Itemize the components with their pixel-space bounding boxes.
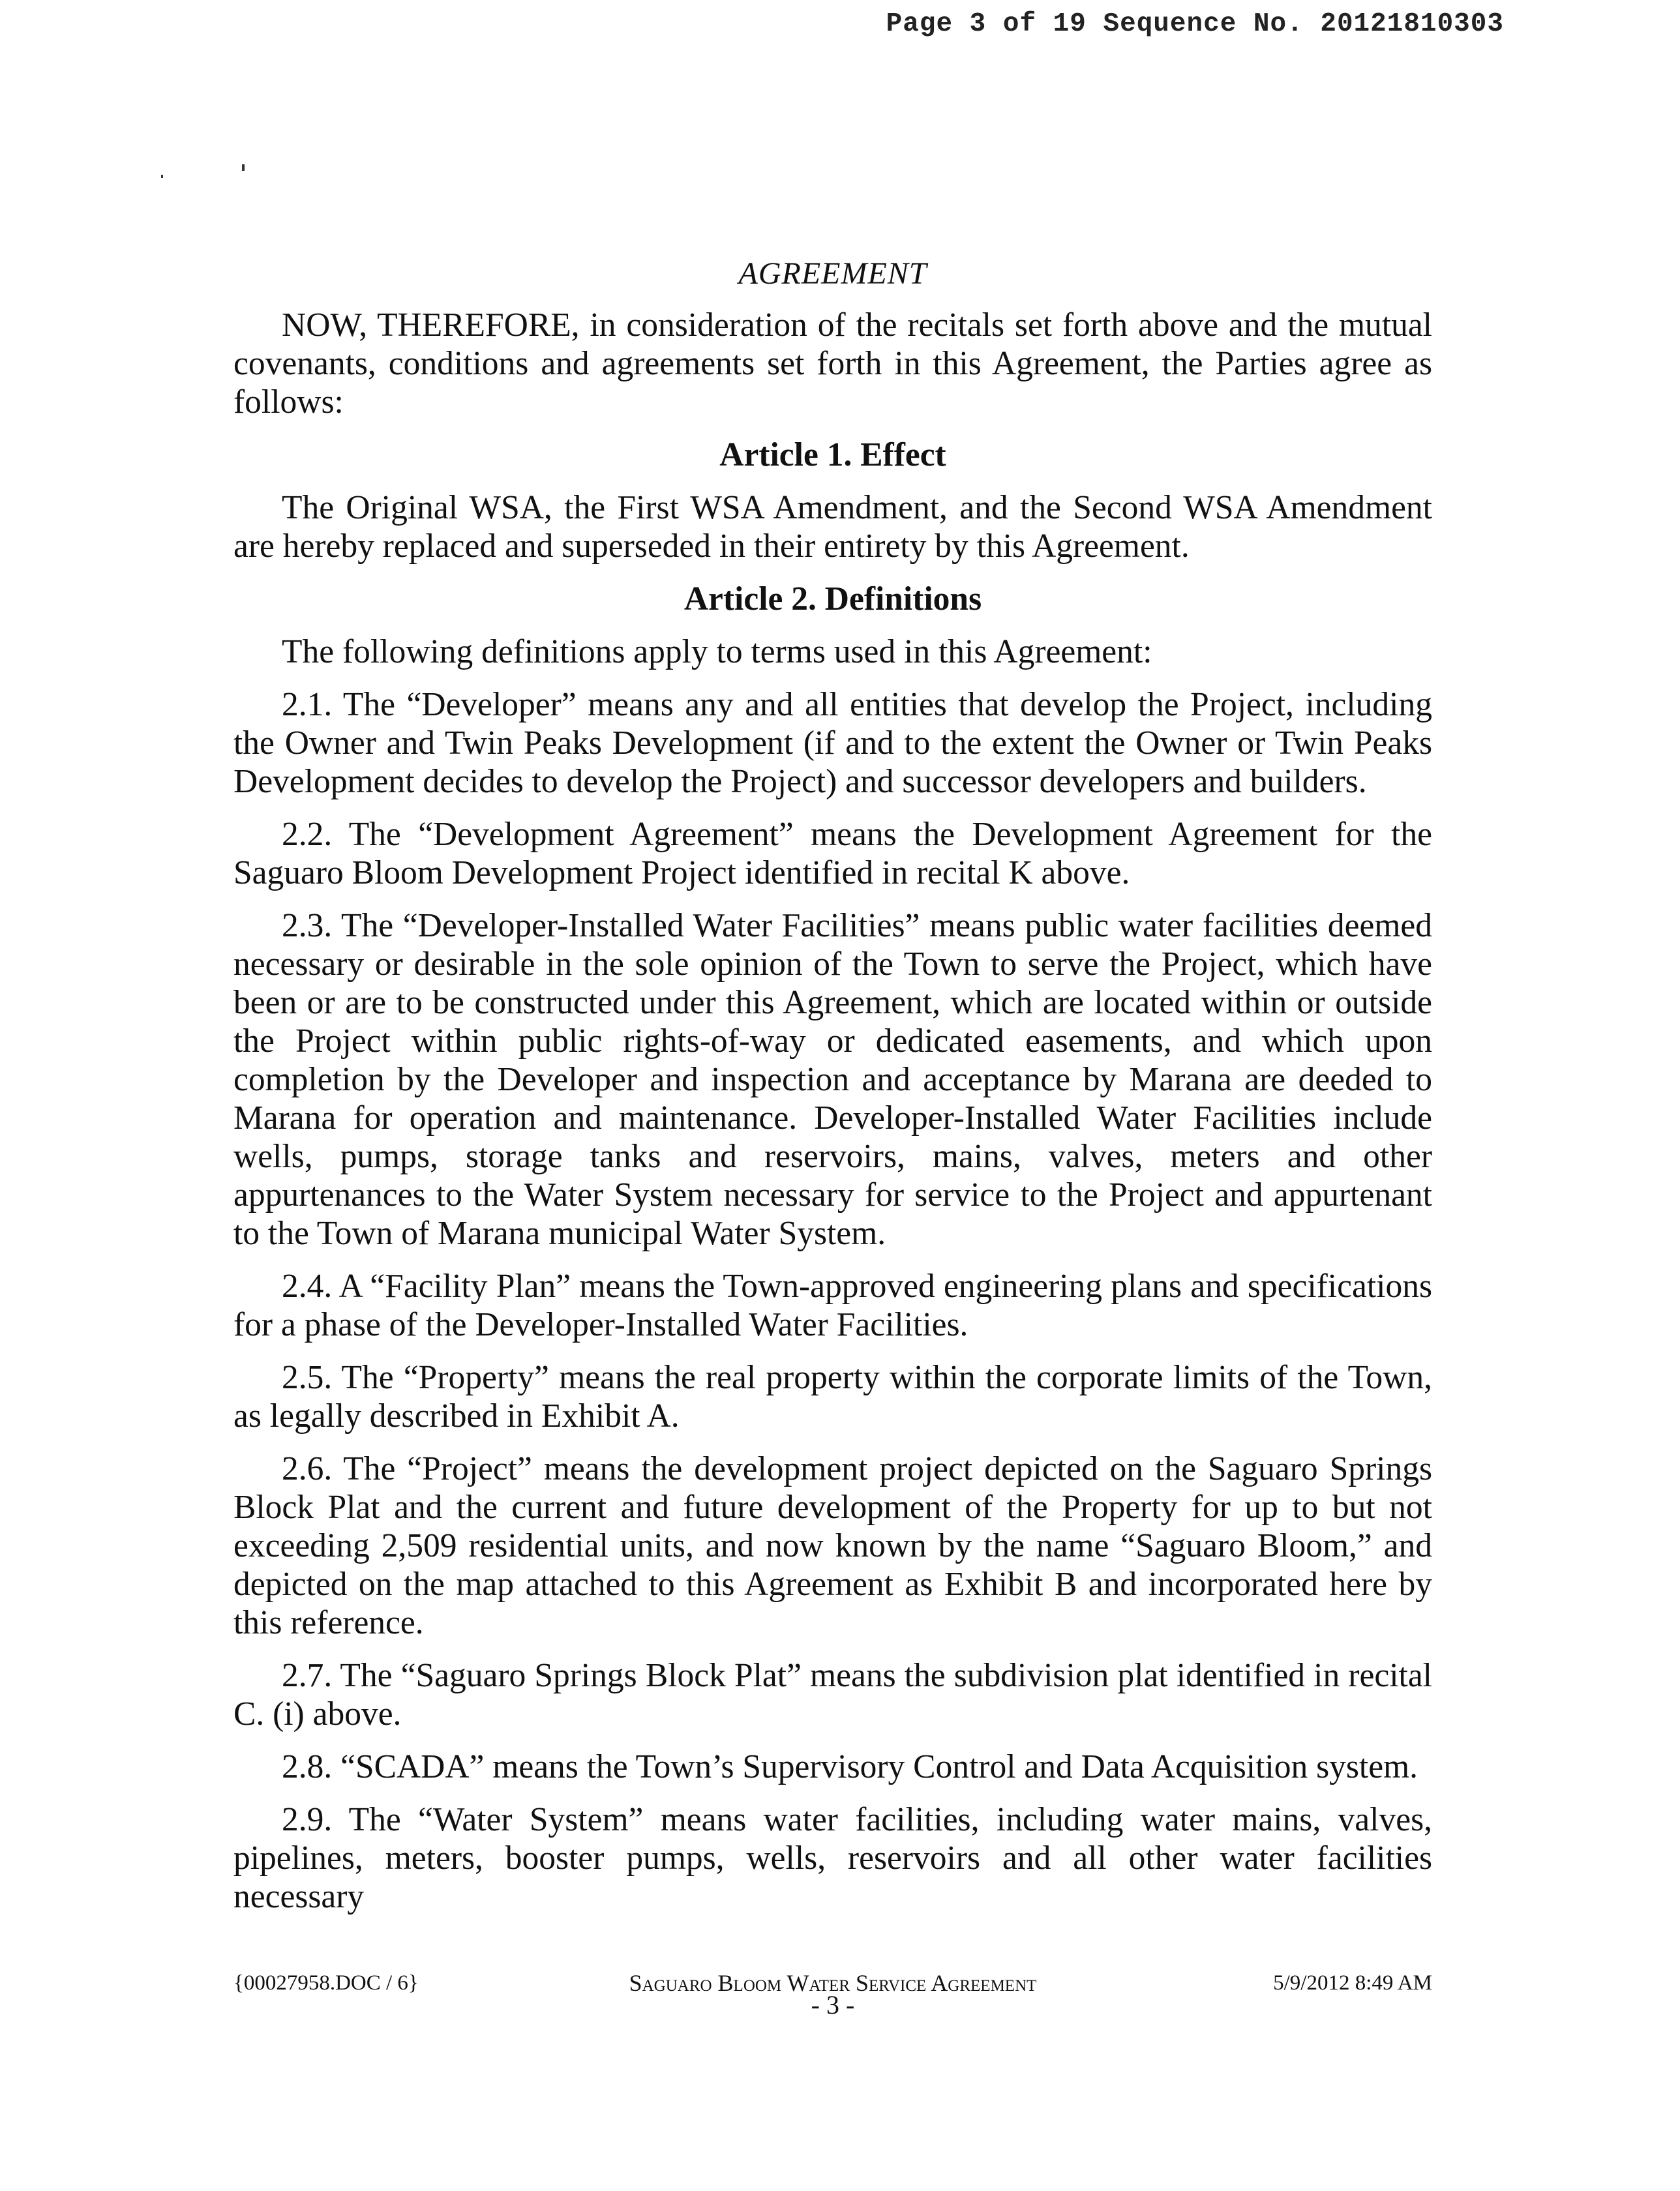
footer-doc-ref: {00027958.DOC / 6} <box>233 1971 419 1995</box>
article-1-heading: Article 1. Effect <box>719 436 946 473</box>
definition-2-1: 2.1. The “Developer” means any and all entities that develop the Project, including the Owner and Twin Peaks Development (if and to the extent the Owner or Twin Peaks Development decides to develop the Project) and successor developers and builders. <box>233 686 1432 800</box>
definition-2-2: 2.2. The “Development Agreement” means the Development Agreement for the Saguaro Bloom Development Project identified in recital K above. <box>233 816 1432 891</box>
definition-2-7: 2.7. The “Saguaro Springs Block Plat” means the subdivision plat identified in recital C. (i) above. <box>233 1657 1432 1733</box>
document-title: AGREEMENT <box>738 256 927 291</box>
definition-2-8: 2.8. “SCADA” means the Town’s Supervisory Control and Data Acquisition system. <box>282 1748 1418 1785</box>
scan-speck <box>161 175 163 178</box>
definition-2-4: 2.4. A “Facility Plan” means the Town-approved engineering plans and specifications for a phase of the Developer-Installed Water Facilities. <box>233 1268 1432 1343</box>
page-sequence-stamp: Page 3 of 19 Sequence No. 20121810303 <box>886 9 1504 39</box>
scan-speck <box>242 164 245 171</box>
intro-text: in consideration of the recitals set forth above and the mutual covenants, conditions and agreements set forth in this Agreement, the Parties agree as follows: <box>233 306 1432 421</box>
document-body <box>233 254 1432 1930</box>
definition-2-5: 2.5. The “Property” means the real property within the corporate limits of the Town, as legally described in Exhibit A. <box>233 1359 1432 1435</box>
article-1-text: The Original WSA, the First WSA Amendment, and the Second WSA Amendment are hereby replaced and superseded in their entirety by this Agreement. <box>233 489 1432 565</box>
footer-timestamp: 5/9/2012 8:49 AM <box>1273 1971 1432 1995</box>
page-footer <box>233 1971 1432 2023</box>
intro-lead: NOW, THEREFORE, <box>282 306 580 344</box>
definition-2-6: 2.6. The “Project” means the development project depicted on the Saguaro Springs Block Plat and the current and future development of the Property for up to but not exceeding 2,509 residential units, and now known by the name “Saguaro Bloom,” and depicted on the map attached to this Agreement as Exhibit B and incorporated here by this reference. <box>233 1450 1432 1641</box>
definition-2-9: 2.9. The “Water System” means water facilities, including water mains, valves, pipelines, meters, booster pumps, wells, reservoirs and all other water facilities necessary <box>233 1801 1432 1915</box>
definition-2-3: 2.3. The “Developer-Installed Water Facilities” means public water facilities deemed necessary or desirable in the sole opinion of the Town to serve the Project, which have been or are to be constructed under this Agreement, which are located within or outside the Project within public rights-of-way or dedicated easements, and which upon completion by the Developer and inspection and acceptance by Marana are deeded to Marana for operation and maintenance. Developer-Installed Water Facilities include wells, pumps, storage tanks and reservoirs, mains, valves, meters and other appurtenances to the Water System necessary for service to the Project and appurtenant to the Town of Marana municipal Water System. <box>233 907 1432 1252</box>
footer-doc-title: Saguaro Bloom Water Service Agreement <box>629 1970 1037 1996</box>
article-2-intro: The following definitions apply to terms used in this Agreement: <box>282 633 1152 670</box>
article-2-heading: Article 2. Definitions <box>683 580 982 618</box>
footer-page-number: - 3 - <box>811 1990 855 2020</box>
intro-paragraph <box>233 306 1432 421</box>
